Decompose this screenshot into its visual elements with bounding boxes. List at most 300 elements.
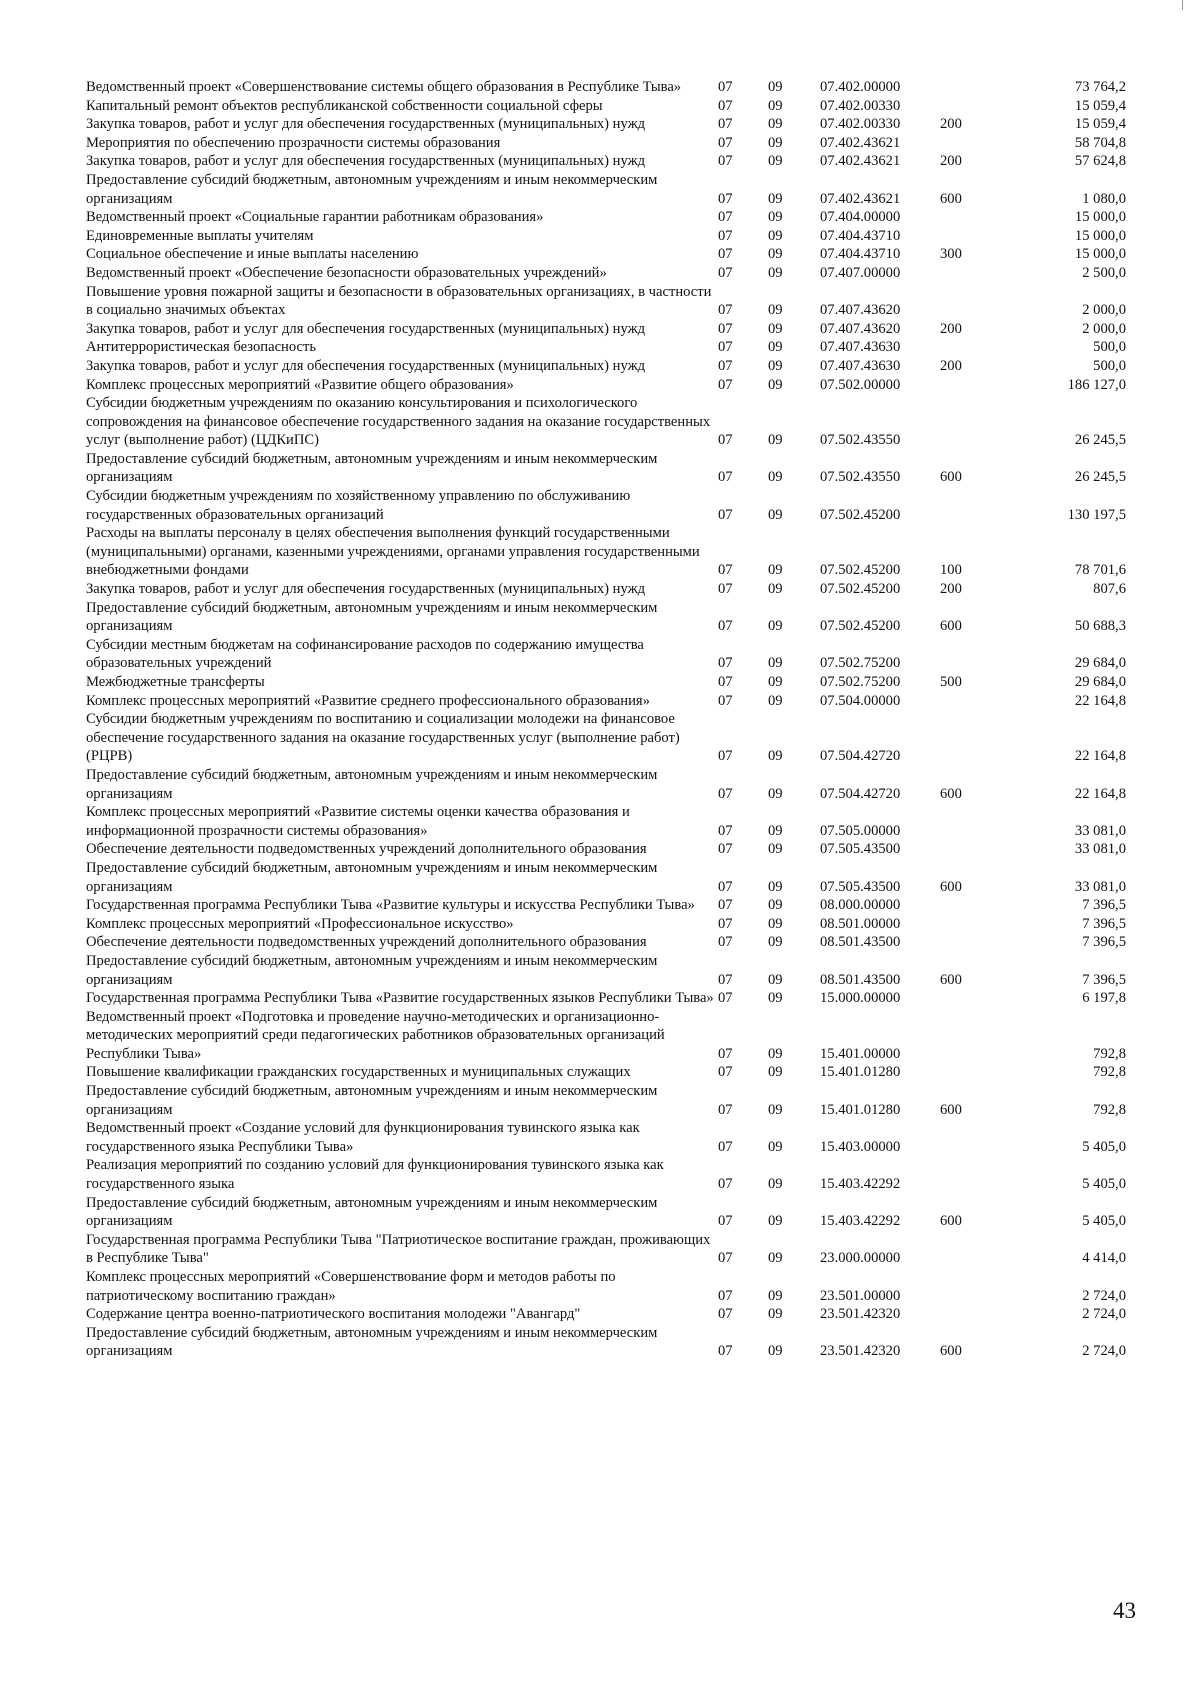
- row-section: 07: [718, 562, 733, 579]
- row-subsection: 09: [768, 581, 783, 598]
- table-row: [86, 320, 1126, 339]
- row-amount: 15 059,4: [1074, 116, 1126, 133]
- row-expense-type: [940, 1305, 1028, 1324]
- table-row: [86, 989, 1126, 1008]
- row-amount: 22 164,8: [1074, 692, 1126, 709]
- row-expense-type: 600: [940, 785, 962, 802]
- row-amount: 22 164,8: [1074, 785, 1126, 802]
- row-target-article: 07.407.43630: [820, 357, 901, 374]
- row-amount: 6 197,8: [1082, 990, 1126, 1007]
- row-target-article: 07.502.75200: [820, 655, 901, 672]
- row-target-article: 15.401.01280: [820, 1101, 901, 1118]
- row-section: 07: [718, 1176, 733, 1193]
- row-section: 07: [718, 581, 733, 598]
- table-row: [86, 264, 1126, 283]
- table-row: [86, 933, 1126, 952]
- row-subsection: 09: [768, 357, 783, 374]
- row-section: 07: [718, 357, 733, 374]
- row-subsection: 09: [768, 748, 783, 765]
- table-row: [86, 227, 1126, 246]
- row-expense-type: [940, 933, 1028, 952]
- row-amount: 29 684,0: [1074, 655, 1126, 672]
- row-target-article: 23.501.00000: [820, 1287, 901, 1304]
- row-target-article: 07.402.00000: [820, 79, 901, 95]
- row-name: Предоставление субсидий бюджетным, автономным учреждениям и иным некоммерческим организациям: [86, 171, 658, 207]
- table-row: [86, 915, 1126, 934]
- row-subsection: 09: [768, 376, 783, 393]
- row-expense-type: 600: [940, 190, 962, 207]
- row-subsection: 09: [768, 134, 783, 151]
- table-row: [86, 1194, 1126, 1231]
- row-target-article: 07.502.75200: [820, 674, 901, 690]
- row-expense-type: [940, 915, 1028, 934]
- row-amount: 50 688,3: [1074, 618, 1126, 635]
- row-amount: 73 764,2: [1074, 79, 1126, 95]
- row-subsection: 09: [768, 79, 783, 95]
- row-expense-type: [940, 1231, 1028, 1268]
- row-target-article: 08.501.43500: [820, 971, 901, 988]
- row-target-article: 07.502.45200: [820, 581, 901, 598]
- row-target-article: 07.502.45200: [820, 618, 901, 635]
- row-expense-type: 300: [940, 246, 962, 263]
- row-amount: 1 080,0: [1082, 190, 1126, 207]
- row-name: Предоставление субсидий бюджетным, автономным учреждениям и иным некоммерческим организациям: [86, 766, 658, 802]
- table-row: [86, 376, 1126, 395]
- table-row: [86, 524, 1126, 580]
- table-row: [86, 859, 1126, 896]
- table-row: [86, 357, 1126, 376]
- row-target-article: 23.501.42320: [820, 1306, 901, 1323]
- row-name: Ведомственный проект «Создание условий для функционирования тувинского языка как государственного языка Республики Тыва»: [86, 1120, 640, 1155]
- row-expense-type: [940, 1268, 1028, 1305]
- row-section: 07: [718, 878, 733, 895]
- row-subsection: 09: [768, 990, 783, 1007]
- row-subsection: 09: [768, 1045, 783, 1062]
- row-name: Предоставление субсидий бюджетным, автономным учреждениям и иным некоммерческим организациям: [86, 1194, 658, 1230]
- row-expense-type: 200: [940, 357, 962, 374]
- row-name: Предоставление субсидий бюджетным, автономным учреждениям и иным некоммерческим организациям: [86, 1324, 658, 1360]
- row-name: Содержание центра военно-патриотического воспитания молодежи "Авангард": [86, 1306, 581, 1323]
- row-amount: 792,8: [1093, 1064, 1126, 1081]
- table-row: [86, 78, 1126, 97]
- row-section: 07: [718, 1101, 733, 1118]
- row-amount: 500,0: [1093, 339, 1126, 356]
- row-amount: 15 059,4: [1074, 97, 1126, 114]
- table-row: [86, 208, 1126, 227]
- row-expense-type: [940, 710, 1028, 766]
- row-amount: 15 000,0: [1074, 227, 1126, 244]
- row-subsection: 09: [768, 562, 783, 579]
- row-subsection: 09: [768, 785, 783, 802]
- row-target-article: 08.501.00000: [820, 915, 901, 932]
- row-section: 07: [718, 97, 733, 114]
- row-name: Комплекс процессных мероприятий «Развитие системы оценки качества образования и информационной прозрачности системы образования»: [86, 804, 630, 839]
- row-subsection: 09: [768, 1250, 783, 1267]
- row-target-article: 08.000.00000: [820, 897, 901, 914]
- row-expense-type: 600: [940, 469, 962, 486]
- row-section: 07: [718, 246, 733, 263]
- row-name: Социальное обеспечение и иные выплаты населению: [86, 246, 419, 263]
- table-row: [86, 394, 1126, 450]
- table-row: [86, 673, 1126, 692]
- row-subsection: 09: [768, 209, 783, 226]
- row-amount: 500,0: [1093, 357, 1126, 374]
- row-subsection: 09: [768, 246, 783, 263]
- table-row: [86, 487, 1126, 524]
- row-expense-type: [940, 1119, 1028, 1156]
- row-subsection: 09: [768, 339, 783, 356]
- row-expense-type: [940, 134, 1028, 153]
- row-expense-type: [940, 1008, 1028, 1064]
- row-target-article: 07.402.43621: [820, 190, 901, 207]
- row-amount: 26 245,5: [1074, 469, 1126, 486]
- row-section: 07: [718, 432, 733, 449]
- row-section: 07: [718, 618, 733, 635]
- table-row: [86, 1156, 1126, 1193]
- row-name: Комплекс процессных мероприятий «Развитие общего образования»: [86, 376, 514, 393]
- row-section: 07: [718, 264, 733, 281]
- row-name: Комплекс процессных мероприятий «Профессиональное искусство»: [86, 915, 514, 932]
- table-row: [86, 1119, 1126, 1156]
- row-name: Закупка товаров, работ и услуг для обеспечения государственных (муниципальных) нужд: [86, 357, 646, 374]
- row-expense-type: [940, 338, 1028, 357]
- row-name: Ведомственный проект «Подготовка и проведение научно-методических и организационно-методических мероприятий среди педагогических работников образовательных организаций Республики Тыва»: [86, 1008, 665, 1062]
- row-target-article: 15.403.42292: [820, 1213, 901, 1230]
- row-target-article: 07.504.00000: [820, 692, 901, 709]
- row-section: 07: [718, 655, 733, 672]
- row-target-article: 07.404.00000: [820, 209, 901, 226]
- row-section: 07: [718, 785, 733, 802]
- row-expense-type: [940, 487, 1028, 524]
- row-target-article: 15.401.00000: [820, 1045, 901, 1062]
- row-amount: 7 396,5: [1082, 915, 1126, 932]
- row-expense-type: 200: [940, 153, 962, 170]
- row-amount: 57 624,8: [1074, 153, 1126, 170]
- row-subsection: 09: [768, 1101, 783, 1118]
- table-row: [86, 840, 1126, 859]
- table-row: [86, 152, 1126, 171]
- row-amount: 5 405,0: [1082, 1213, 1126, 1230]
- row-subsection: 09: [768, 1343, 783, 1360]
- row-section: 07: [718, 153, 733, 170]
- row-subsection: 09: [768, 618, 783, 635]
- row-name: Ведомственный проект «Обеспечение безопасности образовательных учреждений»: [86, 264, 607, 281]
- row-expense-type: [940, 97, 1028, 116]
- row-amount: 33 081,0: [1074, 841, 1126, 858]
- table-row: [86, 766, 1126, 803]
- row-section: 07: [718, 134, 733, 151]
- row-name: Субсидии бюджетным учреждениям по воспитанию и социализации молодежи на финансовое обеспечение государственного задания на оказание государственных услуг (выполнение работ) (РЦРВ): [86, 711, 680, 765]
- row-section: 07: [718, 1064, 733, 1081]
- table-row: [86, 803, 1126, 840]
- table-row: [86, 97, 1126, 116]
- row-target-article: 07.505.43500: [820, 878, 901, 895]
- row-section: 07: [718, 674, 733, 690]
- row-target-article: 15.403.42292: [820, 1176, 901, 1193]
- row-subsection: 09: [768, 469, 783, 486]
- row-target-article: 08.501.43500: [820, 934, 901, 951]
- scan-edge-mark: [1182, 0, 1183, 10]
- row-name: Обеспечение деятельности подведомственных учреждений дополнительного образования: [86, 934, 647, 951]
- row-expense-type: [940, 840, 1028, 859]
- row-subsection: 09: [768, 506, 783, 523]
- table-row: [86, 1305, 1126, 1324]
- row-expense-type: 600: [940, 1213, 962, 1230]
- row-section: 07: [718, 209, 733, 226]
- row-name: Расходы на выплаты персоналу в целях обеспечения выполнения функций государственными (муниципальными) органами, казенными учреждениями, органами управления государственными внебюджетными фондами: [86, 525, 700, 579]
- row-name: Обеспечение деятельности подведомственных учреждений дополнительного образования: [86, 841, 647, 858]
- row-target-article: 07.402.43621: [820, 134, 901, 151]
- row-name: Комплекс процессных мероприятий «Развитие среднего профессионального образования»: [86, 692, 650, 709]
- row-subsection: 09: [768, 897, 783, 914]
- row-section: 07: [718, 339, 733, 356]
- row-target-article: 07.502.45200: [820, 562, 901, 579]
- row-amount: 7 396,5: [1082, 971, 1126, 988]
- row-section: 07: [718, 469, 733, 486]
- row-expense-type: [940, 208, 1028, 227]
- row-name: Единовременные выплаты учителям: [86, 227, 314, 244]
- row-amount: 2 000,0: [1082, 302, 1126, 319]
- row-expense-type: 200: [940, 116, 962, 133]
- row-section: 07: [718, 79, 733, 95]
- row-target-article: 15.000.00000: [820, 990, 901, 1007]
- row-expense-type: [940, 394, 1028, 450]
- row-section: 07: [718, 822, 733, 839]
- table-row: [86, 896, 1126, 915]
- row-subsection: 09: [768, 841, 783, 858]
- row-section: 07: [718, 934, 733, 951]
- table-row: [86, 171, 1126, 208]
- row-subsection: 09: [768, 432, 783, 449]
- row-name: Закупка товаров, работ и услуг для обеспечения государственных (муниципальных) нужд: [86, 581, 646, 598]
- row-section: 07: [718, 841, 733, 858]
- row-section: 07: [718, 227, 733, 244]
- table-row: [86, 636, 1126, 673]
- row-amount: 807,6: [1093, 581, 1126, 598]
- table-row: [86, 283, 1126, 320]
- row-section: 07: [718, 302, 733, 319]
- table-row: [86, 1063, 1126, 1082]
- row-subsection: 09: [768, 227, 783, 244]
- row-expense-type: [940, 78, 1028, 97]
- row-expense-type: 100: [940, 562, 962, 579]
- row-expense-type: [940, 376, 1028, 395]
- row-target-article: 07.504.42720: [820, 785, 901, 802]
- budget-table: [86, 78, 1126, 1361]
- table-row: [86, 134, 1126, 153]
- row-expense-type: 600: [940, 971, 962, 988]
- row-name: Комплекс процессных мероприятий «Совершенствование форм и методов работы по патриотическому воспитанию граждан»: [86, 1269, 616, 1304]
- page-number: 43: [1113, 1598, 1136, 1623]
- row-target-article: 07.404.43710: [820, 227, 901, 244]
- table-row: [86, 1082, 1126, 1119]
- row-amount: 29 684,0: [1074, 674, 1126, 690]
- row-name: Закупка товаров, работ и услуг для обеспечения государственных (муниципальных) нужд: [86, 153, 646, 170]
- row-amount: 58 704,8: [1074, 134, 1126, 151]
- row-name: Капитальный ремонт объектов республиканской собственности социальной сферы: [86, 97, 603, 114]
- row-amount: 7 396,5: [1082, 897, 1126, 914]
- row-subsection: 09: [768, 1138, 783, 1155]
- row-section: 07: [718, 1213, 733, 1230]
- row-expense-type: [940, 989, 1028, 1008]
- row-subsection: 09: [768, 153, 783, 170]
- table-row: [86, 1268, 1126, 1305]
- row-amount: 5 405,0: [1082, 1176, 1126, 1193]
- row-subsection: 09: [768, 692, 783, 709]
- row-amount: 2 724,0: [1082, 1306, 1126, 1323]
- row-name: Предоставление субсидий бюджетным, автономным учреждениям и иным некоммерческим организациям: [86, 450, 658, 486]
- row-section: 07: [718, 692, 733, 709]
- row-section: 07: [718, 915, 733, 932]
- row-amount: 2 500,0: [1082, 264, 1126, 281]
- row-expense-type: [940, 283, 1028, 320]
- row-name: Реализация мероприятий по созданию условий для функционирования тувинского языка как государственного языка: [86, 1157, 664, 1193]
- row-amount: 15 000,0: [1074, 209, 1126, 226]
- row-section: 07: [718, 116, 733, 133]
- row-target-article: 07.407.43620: [820, 302, 901, 319]
- row-amount: 2 000,0: [1082, 320, 1126, 337]
- row-target-article: 07.404.43710: [820, 246, 901, 263]
- row-expense-type: [940, 264, 1028, 283]
- row-section: 07: [718, 1138, 733, 1155]
- row-amount: 26 245,5: [1074, 432, 1126, 449]
- row-expense-type: [940, 1063, 1028, 1082]
- row-target-article: 07.402.00330: [820, 97, 901, 114]
- row-subsection: 09: [768, 1287, 783, 1304]
- row-section: 07: [718, 376, 733, 393]
- row-amount: 78 701,6: [1074, 562, 1126, 579]
- row-target-article: 15.401.01280: [820, 1064, 901, 1081]
- row-amount: 792,8: [1093, 1045, 1126, 1062]
- row-name: Субсидии бюджетным учреждениям по оказанию консультирования и психологического сопровождения на финансовое обеспечение государственного задания на оказание государственных услуг (выполнение работ) (ЦДКиПС): [86, 395, 711, 449]
- table-row: [86, 450, 1126, 487]
- row-subsection: 09: [768, 674, 783, 690]
- row-name: Ведомственный проект «Совершенствование системы общего образования в Республике Тыва»: [86, 79, 682, 95]
- row-expense-type: 200: [940, 581, 962, 598]
- row-subsection: 09: [768, 302, 783, 319]
- row-target-article: 15.403.00000: [820, 1138, 901, 1155]
- row-subsection: 09: [768, 116, 783, 133]
- row-expense-type: 600: [940, 1343, 962, 1360]
- row-name: Субсидии бюджетным учреждениям по хозяйственному управлению по обслуживанию государственных образовательных организаций: [86, 488, 631, 523]
- row-target-article: 07.505.00000: [820, 822, 901, 839]
- row-subsection: 09: [768, 822, 783, 839]
- row-expense-type: 600: [940, 1101, 962, 1118]
- row-expense-type: 600: [940, 878, 962, 895]
- row-subsection: 09: [768, 1213, 783, 1230]
- row-expense-type: [940, 803, 1028, 840]
- row-section: 07: [718, 1250, 733, 1267]
- table-row: [86, 245, 1126, 264]
- row-name: Предоставление субсидий бюджетным, автономным учреждениям и иным некоммерческим организациям: [86, 952, 658, 988]
- row-section: 07: [718, 320, 733, 337]
- row-target-article: 07.402.43621: [820, 153, 901, 170]
- row-expense-type: [940, 227, 1028, 246]
- row-expense-type: 500: [940, 674, 962, 690]
- row-name: Предоставление субсидий бюджетным, автономным учреждениям и иным некоммерческим организациям: [86, 599, 658, 635]
- row-name: Предоставление субсидий бюджетным, автономным учреждениям и иным некоммерческим организациям: [86, 1083, 658, 1118]
- table-row: [86, 692, 1126, 711]
- row-name: Межбюджетные трансферты: [86, 674, 265, 690]
- row-section: 07: [718, 1287, 733, 1304]
- row-expense-type: 600: [940, 618, 962, 635]
- row-amount: 22 164,8: [1074, 748, 1126, 765]
- row-name: Субсидии местным бюджетам на софинансирование расходов по содержанию имущества образовательных учреждений: [86, 636, 644, 672]
- row-subsection: 09: [768, 97, 783, 114]
- row-target-article: 07.502.00000: [820, 376, 901, 393]
- row-name: Закупка товаров, работ и услуг для обеспечения государственных (муниципальных) нужд: [86, 116, 646, 133]
- row-name: Государственная программа Республики Тыва "Патриотическое воспитание граждан, проживающих в Республике Тыва": [86, 1231, 711, 1267]
- row-amount: 792,8: [1093, 1101, 1126, 1118]
- row-amount: 7 396,5: [1082, 934, 1126, 951]
- row-subsection: 09: [768, 971, 783, 988]
- row-section: 07: [718, 1306, 733, 1323]
- table-row: [86, 599, 1126, 636]
- row-target-article: 07.502.45200: [820, 506, 901, 523]
- row-amount: 5 405,0: [1082, 1138, 1126, 1155]
- row-amount: 2 724,0: [1082, 1287, 1126, 1304]
- row-expense-type: [940, 1156, 1028, 1193]
- row-target-article: 07.504.42720: [820, 748, 901, 765]
- row-section: 07: [718, 1045, 733, 1062]
- row-amount: 130 197,5: [1067, 506, 1126, 523]
- row-subsection: 09: [768, 1306, 783, 1323]
- row-name: Мероприятия по обеспечению прозрачности системы образования: [86, 134, 501, 151]
- row-section: 07: [718, 990, 733, 1007]
- row-target-article: 07.407.43630: [820, 339, 901, 356]
- row-name: Предоставление субсидий бюджетным, автономным учреждениям и иным некоммерческим организациям: [86, 859, 658, 895]
- row-name: Закупка товаров, работ и услуг для обеспечения государственных (муниципальных) нужд: [86, 320, 646, 337]
- row-subsection: 09: [768, 1064, 783, 1081]
- row-subsection: 09: [768, 655, 783, 672]
- row-section: 07: [718, 748, 733, 765]
- row-target-article: 07.402.00330: [820, 116, 901, 133]
- row-amount: 186 127,0: [1067, 376, 1126, 393]
- table-row: [86, 1231, 1126, 1268]
- table-row: [86, 952, 1126, 989]
- table-row: [86, 115, 1126, 134]
- row-target-article: 07.502.43550: [820, 432, 901, 449]
- row-amount: 15 000,0: [1074, 246, 1126, 263]
- row-name: Повышение уровня пожарной защиты и безопасности в образовательных организациях, в частности в социально значимых объектах: [86, 283, 712, 319]
- row-amount: 2 724,0: [1082, 1343, 1126, 1360]
- row-amount: 33 081,0: [1074, 822, 1126, 839]
- row-target-article: 07.502.43550: [820, 469, 901, 486]
- row-expense-type: 200: [940, 320, 962, 337]
- table-row: [86, 580, 1126, 599]
- row-expense-type: [940, 692, 1028, 711]
- row-section: 07: [718, 971, 733, 988]
- row-name: Ведомственный проект «Социальные гарантии работникам образования»: [86, 209, 544, 226]
- row-subsection: 09: [768, 264, 783, 281]
- row-target-article: 07.407.43620: [820, 320, 901, 337]
- row-name: Государственная программа Республики Тыва «Развитие государственных языков Республики Тыва»: [86, 990, 714, 1007]
- row-amount: 33 081,0: [1074, 878, 1126, 895]
- row-section: 07: [718, 506, 733, 523]
- row-expense-type: [940, 896, 1028, 915]
- row-section: 07: [718, 897, 733, 914]
- row-target-article: 07.505.43500: [820, 841, 901, 858]
- row-amount: 4 414,0: [1082, 1250, 1126, 1267]
- row-name: Повышение квалификации гражданских государственных и муниципальных служащих: [86, 1064, 631, 1081]
- row-target-article: 23.000.00000: [820, 1250, 901, 1267]
- row-target-article: 07.407.00000: [820, 264, 901, 281]
- row-subsection: 09: [768, 934, 783, 951]
- row-subsection: 09: [768, 1176, 783, 1193]
- table-row: [86, 710, 1126, 766]
- row-subsection: 09: [768, 320, 783, 337]
- row-expense-type: [940, 636, 1028, 673]
